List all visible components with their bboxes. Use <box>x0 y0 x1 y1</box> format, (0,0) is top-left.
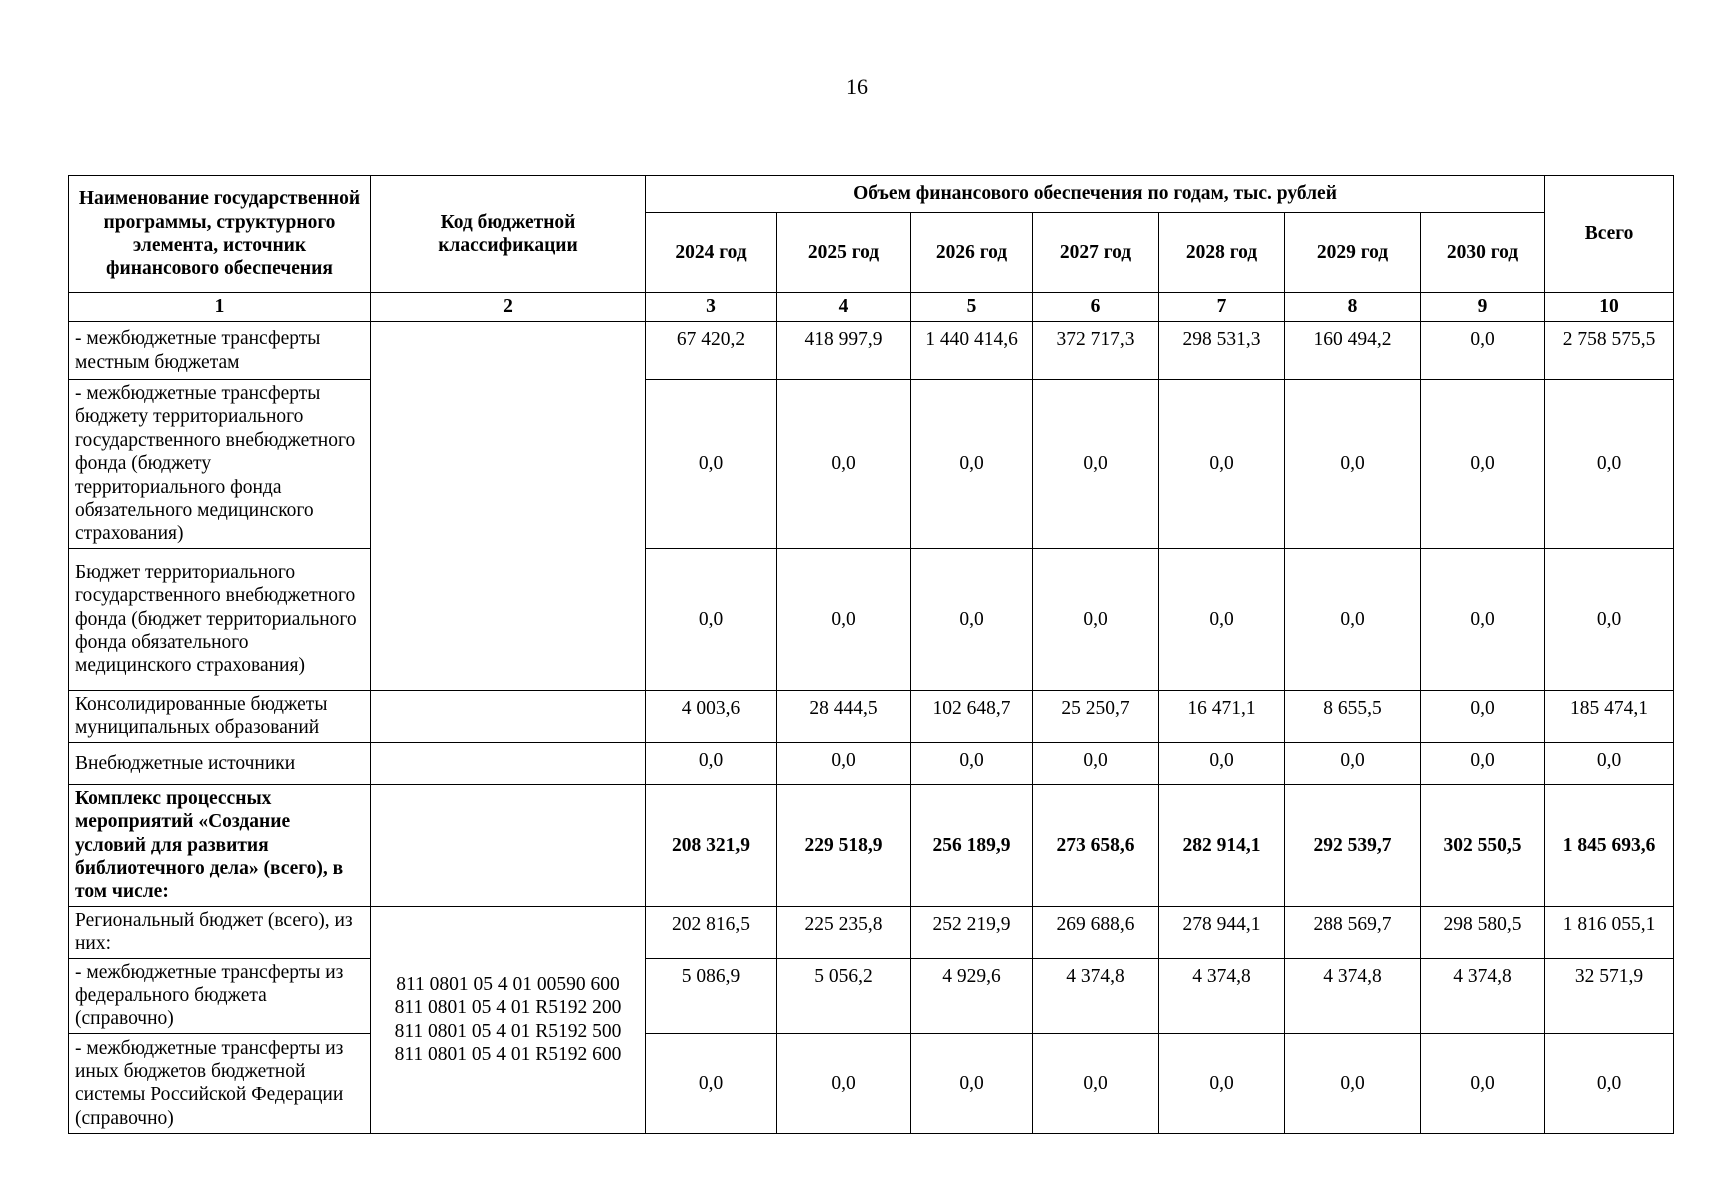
row-label: Комплекс процессных мероприятий «Создание условий для развития библиотечного дела» (всего), в том числе: <box>69 784 371 906</box>
value-total: 0,0 <box>1545 548 1674 690</box>
column-number: 6 <box>1033 293 1159 322</box>
budget-code: 811 0801 05 4 01 R5192 600 <box>394 1044 622 1066</box>
value-2029: 8 655,5 <box>1285 690 1421 742</box>
column-number: 8 <box>1285 293 1421 322</box>
value-2026: 252 219,9 <box>911 906 1033 958</box>
value-2026: 0,0 <box>911 1033 1033 1133</box>
value-total: 1 816 055,1 <box>1545 906 1674 958</box>
budget-code-cell-empty <box>371 784 646 906</box>
column-number: 9 <box>1421 293 1545 322</box>
value-2024: 208 321,9 <box>646 784 777 906</box>
value-2028: 278 944,1 <box>1159 906 1285 958</box>
budget-code-cell-empty <box>371 322 646 691</box>
value-2026: 256 189,9 <box>911 784 1033 906</box>
value-2029: 288 569,7 <box>1285 906 1421 958</box>
budget-codes <box>371 906 646 1133</box>
value-2028: 0,0 <box>1159 548 1285 690</box>
value-total: 0,0 <box>1545 1033 1674 1133</box>
value-2030: 298 580,5 <box>1421 906 1545 958</box>
row-label: - межбюджетные трансферты из федерального бюджета (справочно) <box>69 958 371 1033</box>
table-row <box>69 548 1674 690</box>
row-label: Бюджет территориального государственного внебюджетного фонда (бюджет территориального фонда обязательного медицинского страхования) <box>69 548 371 690</box>
table-row <box>69 958 1674 1033</box>
value-2027: 0,0 <box>1033 380 1159 549</box>
value-2025: 28 444,5 <box>777 690 911 742</box>
value-2024: 0,0 <box>646 1033 777 1133</box>
header-year-2029: 2029 год <box>1285 213 1421 293</box>
value-2029: 0,0 <box>1285 548 1421 690</box>
row-label: - межбюджетные трансферты бюджету территориального государственного внебюджетного фонда (бюджету территориального фонда обязательного медицинского страхования) <box>69 380 371 549</box>
value-2030: 0,0 <box>1421 548 1545 690</box>
table-row <box>69 1033 1674 1133</box>
value-2030: 302 550,5 <box>1421 784 1545 906</box>
header-code: Код бюджетной классификации <box>371 176 646 293</box>
value-2030: 4 374,8 <box>1421 958 1545 1033</box>
header-year-2025: 2025 год <box>777 213 911 293</box>
value-2026: 0,0 <box>911 380 1033 549</box>
value-2030: 0,0 <box>1421 742 1545 784</box>
value-2027: 0,0 <box>1033 548 1159 690</box>
value-2029: 0,0 <box>1285 380 1421 549</box>
column-number: 7 <box>1159 293 1285 322</box>
header-total: Всего <box>1545 176 1674 293</box>
value-total: 1 845 693,6 <box>1545 784 1674 906</box>
row-label: Консолидированные бюджеты муниципальных образований <box>69 690 371 742</box>
value-2024: 5 086,9 <box>646 958 777 1033</box>
value-2029: 0,0 <box>1285 742 1421 784</box>
budget-code: 811 0801 05 4 01 R5192 500 <box>394 1020 622 1042</box>
header-year-2030: 2030 год <box>1421 213 1545 293</box>
value-2030: 0,0 <box>1421 322 1545 380</box>
value-2029: 160 494,2 <box>1285 322 1421 380</box>
value-2025: 5 056,2 <box>777 958 911 1033</box>
row-label: Региональный бюджет (всего), из них: <box>69 906 371 958</box>
value-2030: 0,0 <box>1421 1033 1545 1133</box>
column-number: 2 <box>371 293 646 322</box>
value-2024: 0,0 <box>646 548 777 690</box>
header-year-2024: 2024 год <box>646 213 777 293</box>
value-2030: 0,0 <box>1421 380 1545 549</box>
row-label: - межбюджетные трансферты из иных бюджетов бюджетной системы Российской Федерации (справочно) <box>69 1033 371 1133</box>
value-2027: 0,0 <box>1033 742 1159 784</box>
value-2026: 1 440 414,6 <box>911 322 1033 380</box>
table-row <box>69 690 1674 742</box>
value-2024: 4 003,6 <box>646 690 777 742</box>
column-number: 4 <box>777 293 911 322</box>
value-2025: 0,0 <box>777 742 911 784</box>
value-total: 2 758 575,5 <box>1545 322 1674 380</box>
budget-table <box>68 175 1674 1134</box>
column-number: 5 <box>911 293 1033 322</box>
table-row <box>69 322 1674 380</box>
value-2028: 4 374,8 <box>1159 958 1285 1033</box>
value-2027: 25 250,7 <box>1033 690 1159 742</box>
row-label: - межбюджетные трансферты местным бюджетам <box>69 322 371 380</box>
value-2024: 67 420,2 <box>646 322 777 380</box>
row-label: Внебюджетные источники <box>69 742 371 784</box>
value-2029: 0,0 <box>1285 1033 1421 1133</box>
value-2027: 4 374,8 <box>1033 958 1159 1033</box>
value-2028: 16 471,1 <box>1159 690 1285 742</box>
budget-code: 811 0801 05 4 01 00590 600 <box>396 973 620 995</box>
value-2028: 0,0 <box>1159 742 1285 784</box>
value-2030: 0,0 <box>1421 690 1545 742</box>
value-2024: 0,0 <box>646 380 777 549</box>
value-total: 0,0 <box>1545 380 1674 549</box>
value-2027: 0,0 <box>1033 1033 1159 1133</box>
value-2026: 102 648,7 <box>911 690 1033 742</box>
budget-code-cell-empty <box>371 690 646 742</box>
value-total: 185 474,1 <box>1545 690 1674 742</box>
value-2024: 202 816,5 <box>646 906 777 958</box>
value-2029: 292 539,7 <box>1285 784 1421 906</box>
value-2029: 4 374,8 <box>1285 958 1421 1033</box>
value-2028: 0,0 <box>1159 380 1285 549</box>
table-row <box>69 906 1674 958</box>
header-year-2028: 2028 год <box>1159 213 1285 293</box>
page-number: 16 <box>846 74 868 99</box>
column-numbers-row <box>69 293 1674 322</box>
value-2025: 0,0 <box>777 380 911 549</box>
header-volume: Объем финансового обеспечения по годам, тыс. рублей <box>646 176 1545 213</box>
value-2028: 282 914,1 <box>1159 784 1285 906</box>
value-2027: 269 688,6 <box>1033 906 1159 958</box>
value-2025: 0,0 <box>777 548 911 690</box>
column-number: 10 <box>1545 293 1674 322</box>
value-total: 32 571,9 <box>1545 958 1674 1033</box>
value-2027: 372 717,3 <box>1033 322 1159 380</box>
value-2025: 418 997,9 <box>777 322 911 380</box>
table-row-section <box>69 784 1674 906</box>
value-2027: 273 658,6 <box>1033 784 1159 906</box>
budget-code: 811 0801 05 4 01 R5192 200 <box>394 997 622 1019</box>
column-number: 3 <box>646 293 777 322</box>
value-2025: 0,0 <box>777 1033 911 1133</box>
column-number: 1 <box>69 293 371 322</box>
value-total: 0,0 <box>1545 742 1674 784</box>
header-year-2026: 2026 год <box>911 213 1033 293</box>
value-2026: 0,0 <box>911 548 1033 690</box>
table-row <box>69 380 1674 549</box>
value-2025: 225 235,8 <box>777 906 911 958</box>
value-2026: 0,0 <box>911 742 1033 784</box>
header-year-2027: 2027 год <box>1033 213 1159 293</box>
table-row <box>69 742 1674 784</box>
table-header <box>69 176 1674 322</box>
budget-code-cell-empty <box>371 742 646 784</box>
value-2028: 0,0 <box>1159 1033 1285 1133</box>
header-name: Наименование государственной программы, структурного элемента, источник финансового обеспечения <box>69 176 371 293</box>
value-2024: 0,0 <box>646 742 777 784</box>
value-2025: 229 518,9 <box>777 784 911 906</box>
value-2026: 4 929,6 <box>911 958 1033 1033</box>
value-2028: 298 531,3 <box>1159 322 1285 380</box>
